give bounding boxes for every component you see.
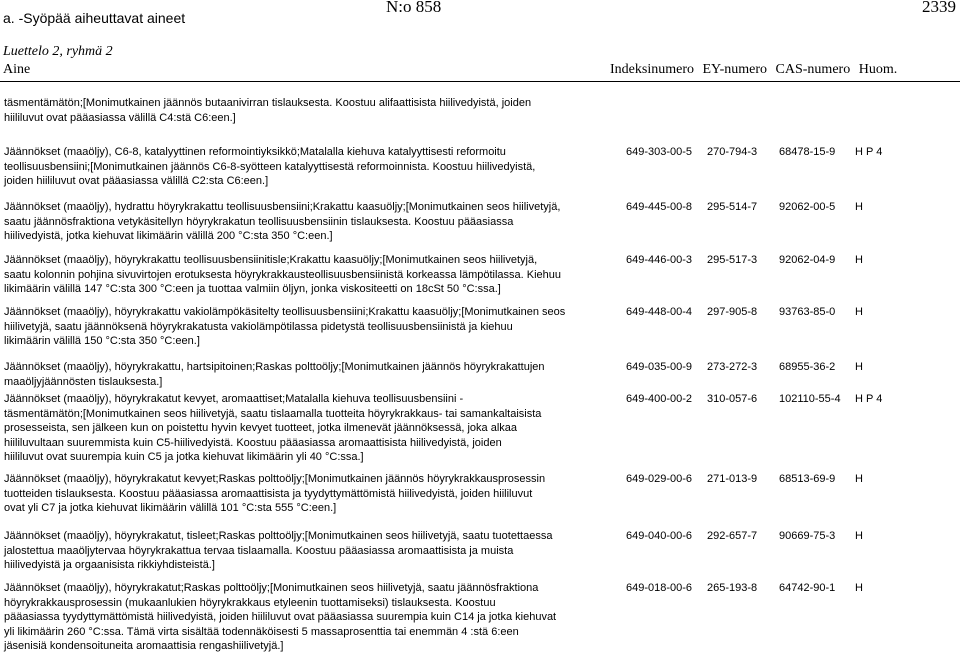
substance-description	[4, 529, 619, 573]
description-line: saatu kolonnin pohjina sivuvirtojen erotuksesta höyrykrakkausteollisuusbensiinistä korkeassa lämpötilassa. Kiehuu	[4, 268, 562, 281]
substance-description	[4, 96, 619, 125]
description-line: teollisuusbensiini;[Monimutkainen jäännös C6-8-syötteen katalyyttisestä reformoinnista. Koostuu hiilivedyistä,	[4, 160, 536, 173]
substance-description	[4, 581, 619, 654]
substance-description	[4, 200, 619, 244]
description-line: maaöljyjäännösten tislauksesta.]	[4, 375, 163, 388]
header-divider	[0, 81, 960, 82]
substance-description	[4, 392, 619, 465]
description-line: Jäännökset (maaöljy), C6-8, katalyyttinen reformointiyksikkö;Matalalla kiehuva katalyyttisesti reformoitu	[4, 146, 506, 158]
cas-number: 64742-90-1	[779, 582, 836, 594]
document-number: N:o 858	[386, 0, 442, 16]
column-headers	[610, 62, 902, 78]
note: H	[855, 530, 863, 542]
ec-number: 297-905-8	[707, 306, 758, 318]
substance-description	[4, 145, 619, 189]
substance-description	[4, 472, 619, 516]
column-header-substance: Aine	[3, 62, 31, 77]
description-line: Jäännökset (maaöljy), höyrykrakattu, hartsipitoinen;Raskas polttoöljy;[Monimutkainen jäännös höyrykrakattujen	[4, 361, 545, 373]
description-line: hiilivedyistä, jotka kiehuvat likimäärin välillä 200 °C:sta 350 °C:een.]	[4, 230, 333, 242]
index-number: 649-018-00-6	[626, 582, 693, 594]
description-line: Jäännökset (maaöljy), hydrattu höyrykrakattu teollisuusbensiini;Krakattu kaasuöljy;[Monimutkainen seos hiilivetyjä,	[4, 201, 561, 213]
index-number: 649-446-00-3	[626, 254, 693, 266]
index-number: 649-040-00-6	[626, 530, 693, 542]
cas-number: 68478-15-9	[779, 146, 836, 158]
substance-description	[4, 360, 619, 389]
description-line: Jäännökset (maaöljy), höyrykrakatut kevyet, aromaattiset;Matalalla kiehuva teollisuusbensiini -	[4, 393, 464, 405]
column-header-cas: CAS-numero	[775, 62, 851, 77]
cas-number: 68513-69-9	[779, 473, 836, 485]
note: H	[855, 254, 863, 266]
ec-number: 310-057-6	[707, 393, 758, 405]
note: H	[855, 306, 863, 318]
note: H P 4	[855, 146, 883, 158]
note: H	[855, 361, 863, 373]
index-number: 649-303-00-5	[626, 146, 693, 158]
column-header-index: Indeksinumero	[610, 62, 694, 77]
index-number: 649-035-00-9	[626, 361, 693, 373]
description-line: hiilivedyistä ja orgaanisista rikkiyhdisteistä.]	[4, 559, 215, 571]
description-line: pääasiassa tyydyttymättömistä hiilivedyistä, joiden hiililuvut ovat pääasiassa suurempia kuin C14 ja jotka kiehuvat	[4, 611, 557, 623]
description-line: Jäännökset (maaöljy), höyrykrakatut;Raskas polttoöljy;[Monimutkainen seos hiilivetyjä, saatu jäännösfraktiona	[4, 582, 539, 594]
ec-number: 295-517-3	[707, 254, 758, 266]
description-line: hiililuvultaan suuremmista kuin C5-hiilivedyistä. Koostuu pääasiassa aromaattisista hiilivedyistä, joiden	[4, 436, 502, 449]
description-line: höyrykrakkausprosessin (mukaanlukien höyrykrakkaus etyleenin tuottamiseksi) tislauksesta. Koostuu	[4, 596, 496, 609]
description-line: joiden hiililuvut ovat pääasiassa välillä C2:sta C6:een.]	[4, 175, 269, 187]
column-header-ec: EY-numero	[702, 62, 768, 77]
note: H	[855, 201, 863, 213]
description-line: Jäännökset (maaöljy), höyrykrakattu teollisuusbensiinitisle;Krakattu kaasuöljy;[Monimutkainen seos hiilivetyjä,	[4, 254, 538, 266]
description-line: täsmentämätön;[Monimutkainen seos hiilivetyjä, saatu tislaamalla tuotteita höyrykrakkaus- tai samankaltaisista	[4, 407, 542, 420]
description-line: likimäärin välillä 150 °C:sta 350 °C:een.]	[4, 335, 200, 347]
cas-number: 102110-55-4	[779, 393, 841, 405]
ec-number: 271-013-9	[707, 473, 758, 485]
description-line: ovat yli C7 ja jotka kiehuvat likimäärin välillä 101 °C:sta 555 °C:een.]	[4, 502, 337, 514]
description-line: täsmentämätön;[Monimutkainen jäännös butaanivirran tislauksesta. Koostuu alifaattisista hiilivedyistä, joiden	[4, 97, 532, 109]
note: H	[855, 582, 863, 594]
ec-number: 273-272-3	[707, 361, 758, 373]
note: H P 4	[855, 393, 883, 405]
list-heading: Luettelo 2, ryhmä 2	[3, 44, 113, 59]
cas-number: 93763-85-0	[779, 306, 836, 318]
cas-number: 92062-00-5	[779, 201, 836, 213]
description-line: jalostettua maaöljytervaa höyrykrakattua tervaa tislaamalla. Koostuu pääasiassa aromaattisista ja muista	[4, 544, 514, 557]
substance-description	[4, 253, 619, 297]
index-number: 649-400-00-2	[626, 393, 693, 405]
cas-number: 68955-36-2	[779, 361, 836, 373]
description-line: saatu jäännösfraktiona vetykäsitellyn höyrykrakatun teollisuusbensiinin tislauksesta. Koostuu pääasiassa	[4, 215, 514, 228]
description-line: prosesseista, sen jälkeen kun on poistettu hyvin kevyet tuotteet, jotka ilmenevät jäännöksessä, joka alkaa	[4, 422, 518, 434]
description-line: Jäännökset (maaöljy), höyrykrakatut, tisleet;Raskas polttoöljy;[Monimutkainen seos hiilivetyjä, saatu tuotettaessa	[4, 530, 553, 542]
description-line: Jäännökset (maaöljy), höyrykrakatut kevyet;Raskas polttoöljy;[Monimutkainen jäännös höyrykrakkausprosessin	[4, 473, 546, 485]
description-line: yli likimäärin 260 °C:ssa. Tämä virta sisältää todennäköisesti 5 massaprosenttia tai enemmän 4 :stä 6:een	[4, 625, 519, 638]
index-number: 649-445-00-8	[626, 201, 693, 213]
description-line: likimäärin välillä 147 °C:sta 300 °C:een ja tuottaa valmiin öljyn, jonka viskositeetti on 18cSt 50 °C:ssa.]	[4, 283, 501, 295]
column-header-note: Huom.	[858, 62, 898, 77]
note: H	[855, 473, 863, 485]
category-heading: a. -Syöpää aiheuttavat aineet	[3, 10, 186, 26]
description-line: hiilivetyjä, saatu jäännöksenä höyrykrakatusta vakiolämpötilassa pidetystä teollisuusbensiinistä ja kiehuu	[4, 320, 513, 333]
description-line: jäsenisiä kondensoituneita aromaattisia rengashiilivetyjä.]	[4, 640, 284, 652]
index-number: 649-448-00-4	[626, 306, 693, 318]
ec-number: 292-657-7	[707, 530, 758, 542]
cas-number: 92062-04-9	[779, 254, 836, 266]
description-line: tuotteiden tislauksesta. Koostuu pääasiassa aromaattisista ja tyydyttymättömistä hiilivedyistä, joiden hiililuvut	[4, 487, 533, 500]
ec-number: 295-514-7	[707, 201, 758, 213]
index-number: 649-029-00-6	[626, 473, 693, 485]
description-line: hiililuvut ovat pääasiassa välillä C4:stä C6:een.]	[4, 111, 236, 124]
cas-number: 90669-75-3	[779, 530, 836, 542]
description-line: hiililuvut ovat suurempia kuin C5 ja jotka kiehuvat likimäärin yli 40 °C:ssa.]	[4, 451, 364, 463]
page-number: 2339	[922, 0, 956, 16]
ec-number: 270-794-3	[707, 146, 758, 158]
ec-number: 265-193-8	[707, 582, 758, 594]
substance-description	[4, 305, 619, 349]
description-line: Jäännökset (maaöljy), höyrykrakattu vakiolämpökäsitelty teollisuusbensiini;Krakattu kaasuöljy;[Monimutkainen seos	[4, 306, 566, 318]
